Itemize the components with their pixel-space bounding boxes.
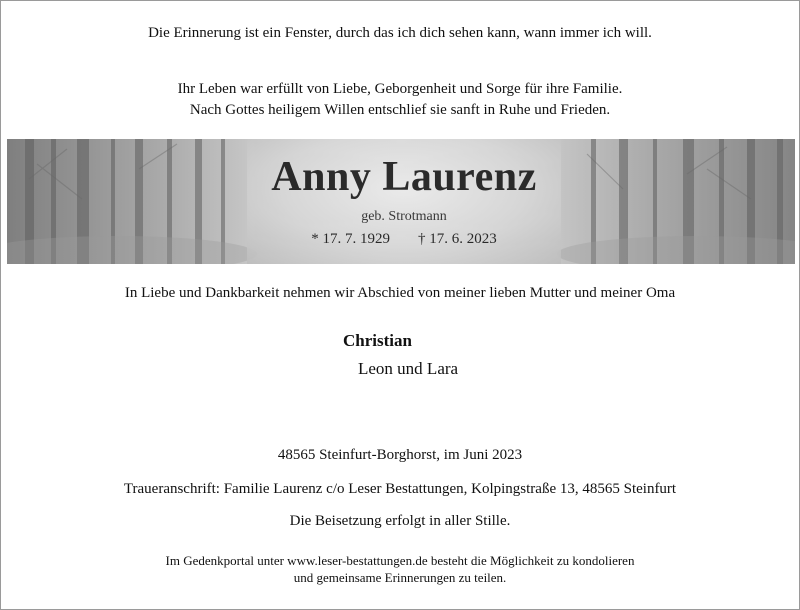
intro-line-2: Nach Gottes heiligem Willen entschlief sie sanft in Ruhe und Frieden. bbox=[189, 102, 611, 118]
mourning-address: Traueranschrift: Familie Laurenz c/o Leser Bestattungen, Kolpingstraße 13, 48565 Steinfurt bbox=[123, 481, 677, 497]
life-dates bbox=[247, 231, 561, 248]
portal-note-line-1: Im Gedenkportal unter www.leser-bestattungen.de besteht die Möglichkeit zu kondolieren bbox=[165, 553, 635, 568]
forest-banner bbox=[7, 139, 795, 264]
mourner-primary: Christian bbox=[343, 331, 412, 350]
intro-line-1: Ihr Leben war erfüllt von Liebe, Geborgenheit und Sorge für ihre Familie. bbox=[177, 81, 623, 97]
place-date: 48565 Steinfurt-Borghorst, im Juni 2023 bbox=[277, 447, 523, 463]
deceased-name: Anny Laurenz bbox=[271, 154, 537, 200]
mourner-secondary: Leon und Lara bbox=[358, 359, 459, 378]
birth-date: * 17. 7. 1929 bbox=[311, 231, 390, 247]
banner-center-panel bbox=[247, 139, 561, 264]
farewell-text: In Liebe und Dankbarkeit nehmen wir Abschied von meiner lieben Mutter und meiner Oma bbox=[124, 285, 676, 301]
death-date: † 17. 6. 2023 bbox=[418, 231, 497, 247]
memorial-quote: Die Erinnerung ist ein Fenster, durch das ich dich sehen kann, wann immer ich will. bbox=[148, 25, 652, 41]
burial-note: Die Beisetzung erfolgt in aller Stille. bbox=[289, 513, 511, 529]
portal-note-line-2: und gemeinsame Erinnerungen zu teilen. bbox=[293, 570, 507, 585]
birth-name: geb. Strotmann bbox=[361, 209, 447, 224]
